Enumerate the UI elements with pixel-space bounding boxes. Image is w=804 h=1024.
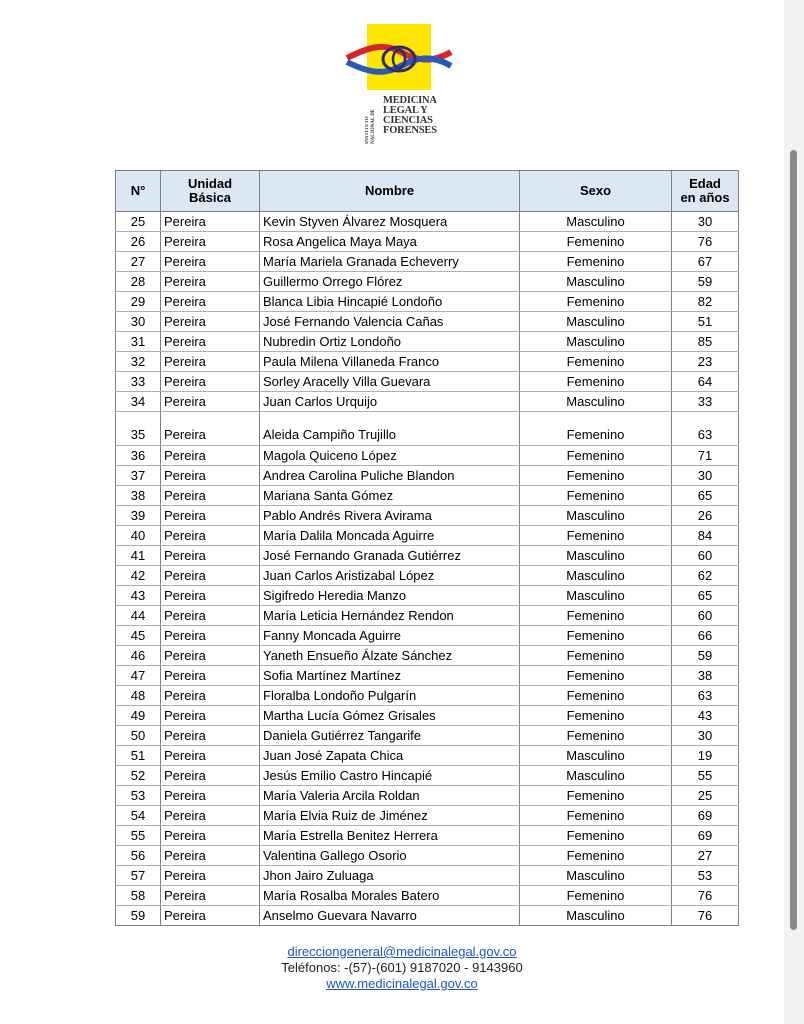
row-edad: 19: [672, 746, 739, 766]
logo-small-text: [365, 100, 381, 144]
table-row: [116, 292, 739, 312]
row-number: 26: [116, 232, 161, 252]
row-sexo: Femenino: [520, 466, 672, 486]
row-nombre: Nubredin Ortiz Londoño: [260, 332, 520, 352]
row-edad: 63: [672, 686, 739, 706]
row-number: 54: [116, 806, 161, 826]
row-edad: 84: [672, 526, 739, 546]
row-unidad: Pereira: [161, 212, 260, 232]
table-row: [116, 546, 739, 566]
row-sexo: Femenino: [520, 352, 672, 372]
row-sexo: Femenino: [520, 686, 672, 706]
table-row: [116, 312, 739, 332]
row-edad: 43: [672, 706, 739, 726]
table-row: [116, 806, 739, 826]
row-sexo: Femenino: [520, 252, 672, 272]
row-unidad: Pereira: [161, 486, 260, 506]
row-number: 56: [116, 846, 161, 866]
table-row: [116, 706, 739, 726]
header-unidad-line-2: Básica: [189, 190, 231, 205]
row-sexo: Masculino: [520, 906, 672, 926]
row-sexo: Femenino: [520, 526, 672, 546]
row-edad: 60: [672, 546, 739, 566]
table-header-row: [116, 171, 739, 212]
row-unidad: Pereira: [161, 506, 260, 526]
row-edad: 30: [672, 466, 739, 486]
row-edad: 33: [672, 392, 739, 412]
table-row: [116, 686, 739, 706]
table-row: [116, 766, 739, 786]
logo-line-1: MEDICINA: [383, 95, 437, 106]
row-nombre: Yaneth Ensueño Álzate Sánchez: [260, 646, 520, 666]
row-nombre: María Valeria Arcila Roldan: [260, 786, 520, 806]
row-sexo: Masculino: [520, 766, 672, 786]
row-sexo: Femenino: [520, 826, 672, 846]
row-unidad: Pereira: [161, 906, 260, 926]
logo-line-4: FORENSES: [383, 125, 437, 136]
table-row: [116, 666, 739, 686]
row-nombre: Sofia Martínez Martínez: [260, 666, 520, 686]
row-nombre: María Dalila Moncada Aguirre: [260, 526, 520, 546]
footer-email-link[interactable]: direcciongeneral@medicinalegal.gov.co: [287, 944, 517, 959]
row-sexo: Femenino: [520, 372, 672, 392]
row-sexo: Femenino: [520, 606, 672, 626]
table-row: [116, 252, 739, 272]
table-row: [116, 646, 739, 666]
logo-small-line-2: NACIONAL DE: [371, 108, 376, 144]
row-sexo: Masculino: [520, 272, 672, 292]
row-unidad: Pereira: [161, 352, 260, 372]
row-sexo: Femenino: [520, 666, 672, 686]
row-nombre: Pablo Andrés Rivera Avirama: [260, 506, 520, 526]
row-nombre: Mariana Santa Gómez: [260, 486, 520, 506]
row-unidad: Pereira: [161, 886, 260, 906]
row-unidad: Pereira: [161, 866, 260, 886]
page-footer: [0, 944, 804, 992]
row-number: 37: [116, 466, 161, 486]
row-unidad: Pereira: [161, 526, 260, 546]
row-unidad: Pereira: [161, 546, 260, 566]
header-edad-line-2: en años: [680, 190, 730, 205]
row-edad: 53: [672, 866, 739, 886]
row-edad: 25: [672, 786, 739, 806]
row-nombre: Daniela Gutiérrez Tangarife: [260, 726, 520, 746]
row-sexo: Femenino: [520, 446, 672, 466]
row-sexo: Femenino: [520, 806, 672, 826]
table-row: [116, 826, 739, 846]
row-sexo: Masculino: [520, 392, 672, 412]
row-edad: 64: [672, 372, 739, 392]
row-nombre: Kevin Styven Álvarez Mosquera: [260, 212, 520, 232]
row-nombre: Valentina Gallego Osorio: [260, 846, 520, 866]
vertical-scrollbar[interactable]: [790, 150, 797, 930]
table-row: [116, 466, 739, 486]
table-row: [116, 866, 739, 886]
header-edad-line-1: Edad: [689, 176, 721, 191]
row-edad: 76: [672, 906, 739, 926]
row-unidad: Pereira: [161, 826, 260, 846]
logo-emblem-icon: [345, 22, 455, 94]
row-number: 43: [116, 586, 161, 606]
row-unidad: Pereira: [161, 292, 260, 312]
row-edad: 76: [672, 886, 739, 906]
row-edad: 76: [672, 232, 739, 252]
row-number: 55: [116, 826, 161, 846]
row-sexo: Femenino: [520, 646, 672, 666]
row-sexo: Masculino: [520, 586, 672, 606]
row-edad: 65: [672, 586, 739, 606]
row-number: 28: [116, 272, 161, 292]
row-edad: 27: [672, 846, 739, 866]
row-nombre: Jhon Jairo Zuluaga: [260, 866, 520, 886]
row-number: 45: [116, 626, 161, 646]
row-number: 30: [116, 312, 161, 332]
row-edad: 69: [672, 806, 739, 826]
row-unidad: Pereira: [161, 786, 260, 806]
table-row: [116, 786, 739, 806]
row-edad: 59: [672, 646, 739, 666]
row-nombre: Andrea Carolina Puliche Blandon: [260, 466, 520, 486]
row-unidad: Pereira: [161, 312, 260, 332]
row-sexo: Masculino: [520, 332, 672, 352]
row-edad: 82: [672, 292, 739, 312]
row-unidad: Pereira: [161, 706, 260, 726]
table-row: [116, 506, 739, 526]
row-edad: 66: [672, 626, 739, 646]
row-unidad: Pereira: [161, 766, 260, 786]
table-row: [116, 726, 739, 746]
row-sexo: Masculino: [520, 566, 672, 586]
row-edad: 23: [672, 352, 739, 372]
logo-line-2: LEGAL Y: [383, 105, 428, 116]
row-sexo: Femenino: [520, 886, 672, 906]
logo-line-3: CIENCIAS: [383, 115, 433, 126]
row-sexo: Masculino: [520, 312, 672, 332]
table-row: [116, 846, 739, 866]
row-edad: 63: [672, 412, 739, 446]
victims-table: [115, 170, 739, 926]
row-unidad: Pereira: [161, 806, 260, 826]
header-nombre: Nombre: [260, 171, 520, 212]
row-nombre: Juan Carlos Urquijo: [260, 392, 520, 412]
row-nombre: Fanny Moncada Aguirre: [260, 626, 520, 646]
row-unidad: Pereira: [161, 232, 260, 252]
row-edad: 69: [672, 826, 739, 846]
row-number: 49: [116, 706, 161, 726]
row-nombre: Rosa Angelica Maya Maya: [260, 232, 520, 252]
row-number: 29: [116, 292, 161, 312]
row-sexo: Femenino: [520, 846, 672, 866]
header-num: N°: [116, 171, 161, 212]
row-number: 57: [116, 866, 161, 886]
table-row: [116, 332, 739, 352]
row-unidad: Pereira: [161, 646, 260, 666]
table-row: [116, 272, 739, 292]
row-number: 34: [116, 392, 161, 412]
row-sexo: Femenino: [520, 706, 672, 726]
table-row: [116, 372, 739, 392]
row-number: 42: [116, 566, 161, 586]
table-row: [116, 886, 739, 906]
row-nombre: María Rosalba Morales Batero: [260, 886, 520, 906]
row-unidad: Pereira: [161, 606, 260, 626]
row-sexo: Femenino: [520, 786, 672, 806]
row-nombre: Guillermo Orrego Flórez: [260, 272, 520, 292]
table-row: [116, 586, 739, 606]
row-sexo: Masculino: [520, 546, 672, 566]
row-number: 40: [116, 526, 161, 546]
table-row: [116, 212, 739, 232]
row-sexo: Femenino: [520, 232, 672, 252]
row-nombre: Anselmo Guevara Navarro: [260, 906, 520, 926]
table-row: [116, 392, 739, 412]
row-nombre: María Leticia Hernández Rendon: [260, 606, 520, 626]
row-nombre: Sigifredo Heredia Manzo: [260, 586, 520, 606]
row-number: 46: [116, 646, 161, 666]
table-row: [116, 412, 739, 446]
row-sexo: Femenino: [520, 486, 672, 506]
table-row: [116, 446, 739, 466]
table-row: [116, 526, 739, 546]
table-row: [116, 566, 739, 586]
footer-website-link[interactable]: www.medicinalegal.gov.co: [326, 976, 478, 991]
row-unidad: Pereira: [161, 726, 260, 746]
row-number: 33: [116, 372, 161, 392]
row-edad: 30: [672, 212, 739, 232]
row-nombre: Paula Milena Villaneda Franco: [260, 352, 520, 372]
row-edad: 62: [672, 566, 739, 586]
row-edad: 59: [672, 272, 739, 292]
row-unidad: Pereira: [161, 332, 260, 352]
row-number: 58: [116, 886, 161, 906]
row-unidad: Pereira: [161, 666, 260, 686]
row-sexo: Masculino: [520, 212, 672, 232]
row-unidad: Pereira: [161, 446, 260, 466]
row-number: 35: [116, 412, 161, 446]
row-sexo: Femenino: [520, 626, 672, 646]
table-row: [116, 232, 739, 252]
row-number: 59: [116, 906, 161, 926]
header-unidad: [161, 171, 260, 212]
row-edad: 85: [672, 332, 739, 352]
header-unidad-line-1: Unidad: [187, 176, 233, 191]
row-nombre: Floralba Londoño Pulgarín: [260, 686, 520, 706]
row-sexo: Femenino: [520, 726, 672, 746]
row-unidad: Pereira: [161, 746, 260, 766]
row-nombre: María Estrella Benitez Herrera: [260, 826, 520, 846]
row-number: 44: [116, 606, 161, 626]
logo-small-line-1: INSTITUTO: [365, 116, 370, 144]
institute-logo: [345, 22, 455, 144]
row-sexo: Masculino: [520, 746, 672, 766]
row-unidad: Pereira: [161, 626, 260, 646]
row-nombre: José Fernando Granada Gutiérrez: [260, 546, 520, 566]
header-sexo: Sexo: [520, 171, 672, 212]
row-nombre: Magola Quiceno López: [260, 446, 520, 466]
row-unidad: Pereira: [161, 686, 260, 706]
row-nombre: María Elvia Ruiz de Jiménez: [260, 806, 520, 826]
row-number: 47: [116, 666, 161, 686]
row-nombre: Aleida Campiño Trujillo: [260, 412, 520, 446]
row-nombre: Sorley Aracelly Villa Guevara: [260, 372, 520, 392]
row-unidad: Pereira: [161, 252, 260, 272]
row-number: 51: [116, 746, 161, 766]
row-edad: 60: [672, 606, 739, 626]
row-edad: 67: [672, 252, 739, 272]
table-row: [116, 746, 739, 766]
row-sexo: Femenino: [520, 292, 672, 312]
row-number: 39: [116, 506, 161, 526]
row-unidad: Pereira: [161, 566, 260, 586]
row-number: 50: [116, 726, 161, 746]
row-unidad: Pereira: [161, 466, 260, 486]
row-unidad: Pereira: [161, 412, 260, 446]
row-nombre: Juan José Zapata Chica: [260, 746, 520, 766]
row-number: 41: [116, 546, 161, 566]
header-edad: [672, 171, 739, 212]
table-row: [116, 606, 739, 626]
row-number: 25: [116, 212, 161, 232]
row-unidad: Pereira: [161, 586, 260, 606]
row-edad: 65: [672, 486, 739, 506]
footer-phones: Teléfonos: -(57)-(601) 9187020 - 9143960: [281, 960, 523, 975]
table-row: [116, 486, 739, 506]
row-sexo: Masculino: [520, 506, 672, 526]
row-nombre: Jesús Emilio Castro Hincapié: [260, 766, 520, 786]
table-body: [116, 212, 739, 926]
row-edad: 55: [672, 766, 739, 786]
row-number: 31: [116, 332, 161, 352]
row-edad: 30: [672, 726, 739, 746]
row-nombre: José Fernando Valencia Cañas: [260, 312, 520, 332]
row-number: 52: [116, 766, 161, 786]
row-unidad: Pereira: [161, 272, 260, 292]
row-nombre: Blanca Libia Hincapié Londoño: [260, 292, 520, 312]
row-number: 48: [116, 686, 161, 706]
row-unidad: Pereira: [161, 392, 260, 412]
row-number: 53: [116, 786, 161, 806]
row-unidad: Pereira: [161, 372, 260, 392]
row-number: 36: [116, 446, 161, 466]
row-nombre: Martha Lucía Gómez Grisales: [260, 706, 520, 726]
row-unidad: Pereira: [161, 846, 260, 866]
table-row: [116, 906, 739, 926]
row-sexo: Femenino: [520, 412, 672, 446]
row-number: 27: [116, 252, 161, 272]
table-row: [116, 626, 739, 646]
row-edad: 51: [672, 312, 739, 332]
row-edad: 71: [672, 446, 739, 466]
table-row: [116, 352, 739, 372]
row-edad: 26: [672, 506, 739, 526]
row-edad: 38: [672, 666, 739, 686]
row-number: 38: [116, 486, 161, 506]
row-nombre: Juan Carlos Aristizabal López: [260, 566, 520, 586]
row-nombre: María Mariela Granada Echeverry: [260, 252, 520, 272]
row-number: 32: [116, 352, 161, 372]
row-sexo: Masculino: [520, 866, 672, 886]
